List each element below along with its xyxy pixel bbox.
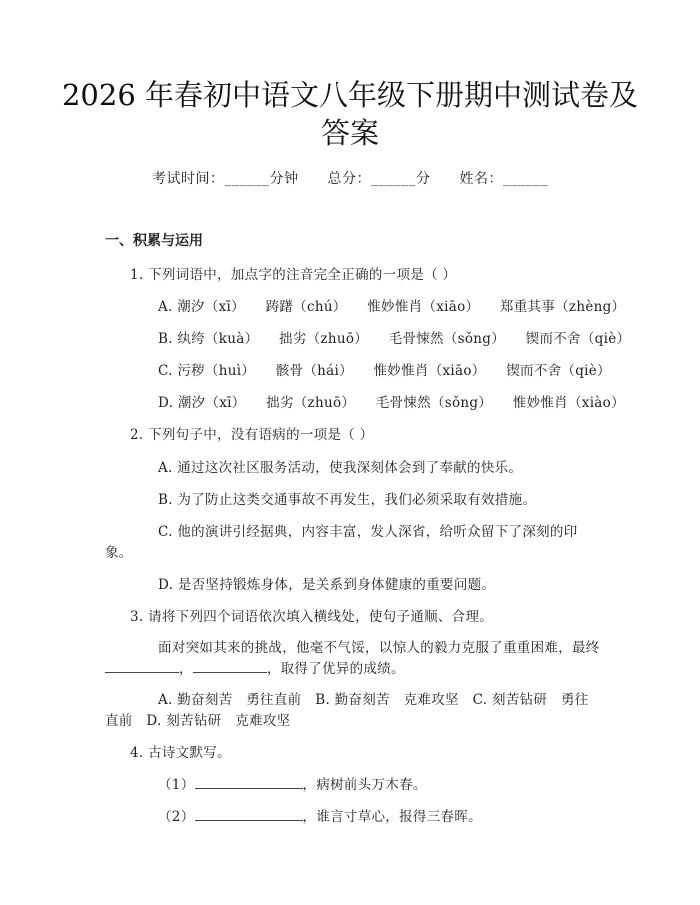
total-score: 总分：______分 (327, 171, 431, 187)
student-name: 姓名：______ (459, 171, 548, 187)
exam-time: 考试时间：______分钟 (152, 171, 299, 187)
question-3-passage-line-1: 面对突如其来的挑战，他毫不气馁，以惊人的毅力克服了重重困难，最终 (158, 640, 600, 656)
title-line-2: 答案 (320, 116, 379, 150)
question-2-option-d: D. 是否坚持锻炼身体，是关系到身体健康的重要问题。 (158, 577, 496, 593)
question-3-passage-line-2 (105, 657, 405, 677)
option-word: 惟妙惟肖（xiào） (512, 395, 625, 411)
question-4-stem: 4. 古诗文默写。 (130, 745, 231, 761)
option-word: 踌躇（chú） (265, 299, 347, 315)
option-word: 毛骨悚然（sǒng） (388, 331, 506, 347)
item-number: （2） (158, 809, 195, 825)
poem-text: ，病树前头万木春。 (302, 777, 427, 793)
item-number: （1） (158, 777, 195, 793)
question-1-option-b (158, 327, 646, 347)
section-heading: 一、积累与运用 (105, 233, 203, 249)
exam-meta (0, 168, 700, 188)
question-2-option-b: B. 为了防止这类交通事故不再发生，我们必须采取有效措施。 (158, 492, 537, 508)
option-word: 锲而不舍（qiè） (506, 363, 611, 379)
option-word: 拙劣（zhuō） (279, 331, 369, 347)
question-1-option-d (158, 391, 641, 411)
option-word: 郑重其事（zhèng） (499, 299, 626, 315)
option-word: C. 污秽（huì） (158, 363, 256, 379)
option-word: A. 潮汐（xī） (158, 299, 245, 315)
option-word: 骸骨（hái） (275, 363, 353, 379)
option-word: 惟妙惟肖（xiāo） (367, 299, 480, 315)
title-line-1: 2026 年春初中语文八年级下册期中测试卷及 (61, 78, 639, 112)
exam-title (60, 76, 640, 152)
option-word: D. 潮汐（xī） (158, 395, 246, 411)
option-word: 锲而不舍（qiè） (525, 331, 631, 347)
question-3-stem: 3. 请将下列四个词语依次填入横线处，使句子通顺、合理。 (130, 609, 494, 625)
poem-text: ，谁言寸草心，报得三春晖。 (302, 809, 482, 825)
question-3-options-line-1: A. 勤奋刻苦 勇往直前 B. 勤奋刻苦 克难攻坚 C. 刻苦钻研 勇往 (158, 692, 589, 708)
option-word: B. 纨绔（kuà） (158, 331, 259, 347)
fill-blank[interactable] (105, 658, 179, 673)
question-1-stem: 1. 下列词语中，加点字的注音完全正确的一项是（ ） (130, 267, 457, 283)
option-word: 毛骨悚然（sǒng） (375, 395, 493, 411)
fill-blank[interactable] (193, 658, 267, 673)
question-2-stem: 2. 下列句子中，没有语病的一项是（ ） (130, 427, 374, 443)
question-2-option-c: C. 他的演讲引经据典，内容丰富，发人深省，给听众留下了深刻的印 (158, 524, 578, 540)
question-2-option-a: A. 通过这次社区服务活动，使我深刻体会到了奉献的快乐。 (158, 460, 523, 476)
fill-blank[interactable] (195, 806, 303, 821)
question-4-line-1 (158, 773, 427, 793)
option-word: 惟妙惟肖（xiāo） (373, 363, 486, 379)
question-1-option-c (158, 359, 627, 379)
fill-blank[interactable] (195, 774, 303, 789)
question-4-line-2 (158, 805, 482, 825)
question-1-option-a (158, 295, 641, 315)
passage-end: ，取得了优异的成绩。 (266, 661, 405, 677)
option-word: 拙劣（zhuō） (266, 395, 356, 411)
comma: ， (179, 661, 193, 677)
question-2-option-c-wrap: 象。 (105, 545, 133, 561)
question-3-options-line-2: 直前 D. 刻苦钻研 克难攻坚 (105, 713, 291, 729)
